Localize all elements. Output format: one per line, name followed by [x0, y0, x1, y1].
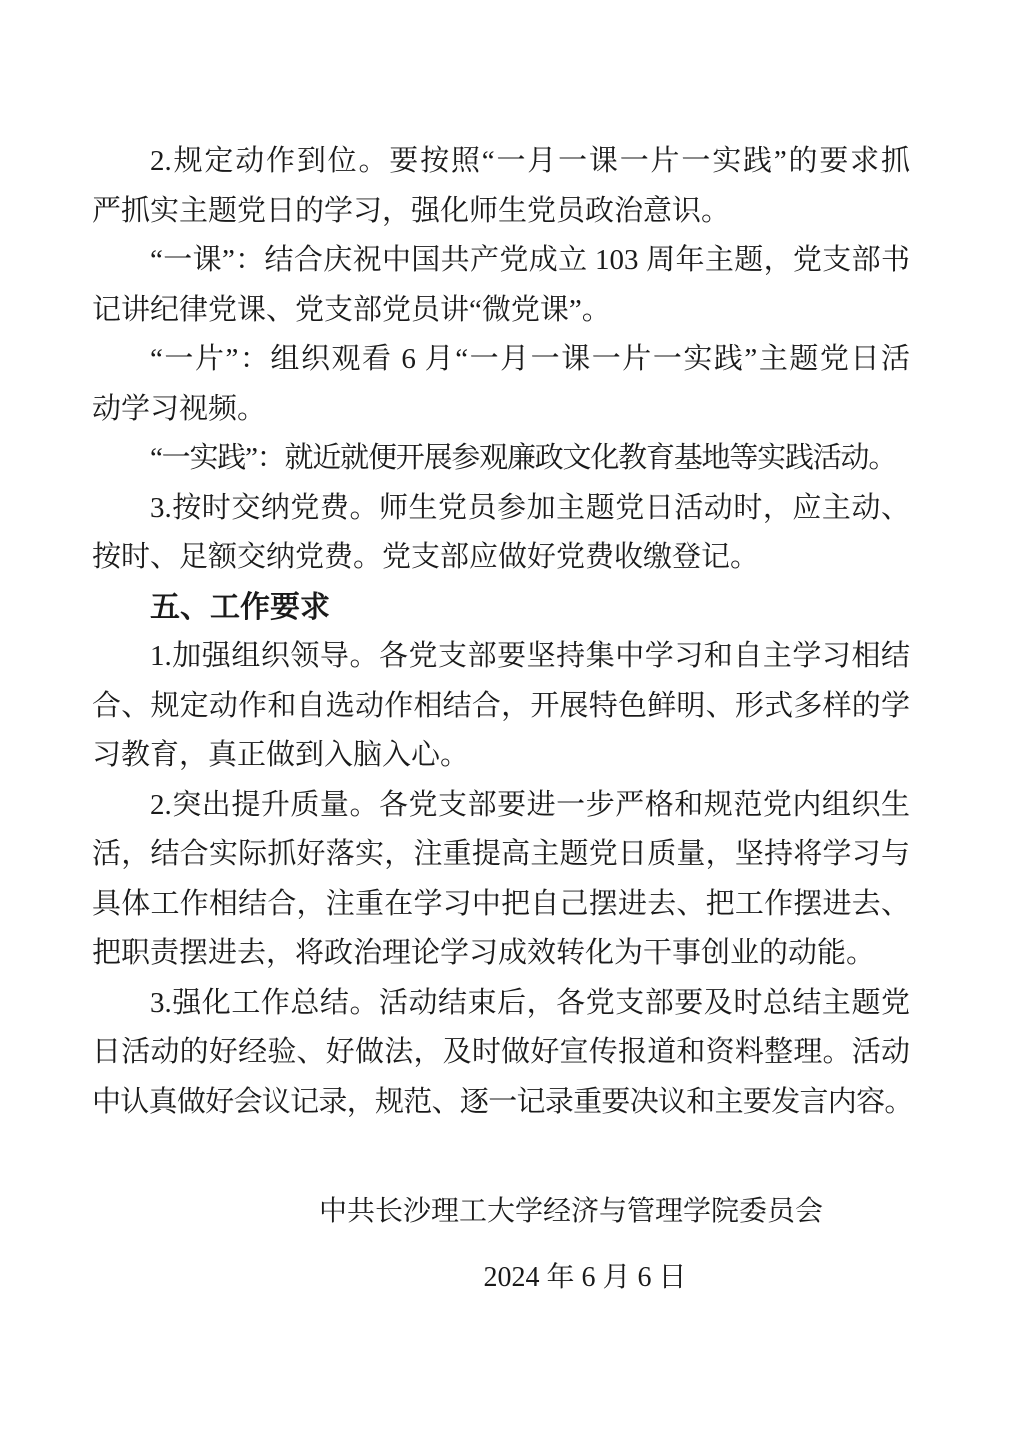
- issuing-organization: 中共长沙理工大学经济与管理学院委员会: [318, 1196, 823, 1227]
- issue-date: 2024 年 6 月 6 日: [483, 1262, 687, 1293]
- paragraph-line: 3.按时交纳党费。师生党员参加主题党日活动时，应主动、: [150, 491, 910, 524]
- paragraph-line: “一课”：结合庆祝中国共产党成立 103 周年主题，党支部书: [150, 244, 910, 276]
- paragraph-line: 中认真做好会议记录，规范、逐一记录重要决议和主要发言内容。: [92, 1085, 913, 1118]
- section-heading: 五、工作要求: [150, 590, 330, 624]
- paragraph-line: 活，结合实际抓好落实，注重提高主题党日质量，坚持将学习与: [92, 838, 910, 870]
- paragraph-line: 记讲纪律党课、党支部党员讲“微党课”。: [92, 293, 611, 326]
- paragraph-line: 2.突出提升质量。各党支部要进一步严格和规范党内组织生: [150, 788, 910, 821]
- paragraph-line: 2.规定动作到位。要按照“一月一课一片一实践”的要求抓: [150, 145, 910, 177]
- paragraph-line: 具体工作相结合，注重在学习中把自己摆进去、把工作摆进去、: [92, 887, 910, 920]
- paragraph-line: 严抓实主题党日的学习，强化师生党员政治意识。: [92, 194, 731, 227]
- paragraph-line: 3.强化工作总结。活动结束后，各党支部要及时总结主题党: [150, 986, 910, 1019]
- paragraph-line: “一片”：组织观看 6 月“一月一课一片一实践”主题党日活: [150, 343, 910, 375]
- paragraph-line: 日活动的好经验、好做法，及时做好宣传报道和资料整理。活动: [92, 1036, 910, 1068]
- paragraph-line: “一实践”：就近就便开展参观廉政文化教育基地等实践活动。: [150, 442, 897, 474]
- paragraph-line: 1.加强组织领导。各党支部要坚持集中学习和自主学习相结: [150, 640, 910, 672]
- paragraph-line: 把职责摆进去，将政治理论学习成效转化为干事创业的动能。: [92, 937, 876, 969]
- paragraph-line: 习教育，真正做到入脑入心。: [92, 739, 470, 771]
- paragraph-line: 合、规定动作和自选动作相结合，开展特色鲜明、形式多样的学: [92, 689, 910, 722]
- paragraph-line: 按时、足额交纳党费。党支部应做好党费收缴登记。: [92, 541, 760, 573]
- paragraph-line: 动学习视频。: [92, 392, 267, 425]
- document-body: [92, 137, 913, 1311]
